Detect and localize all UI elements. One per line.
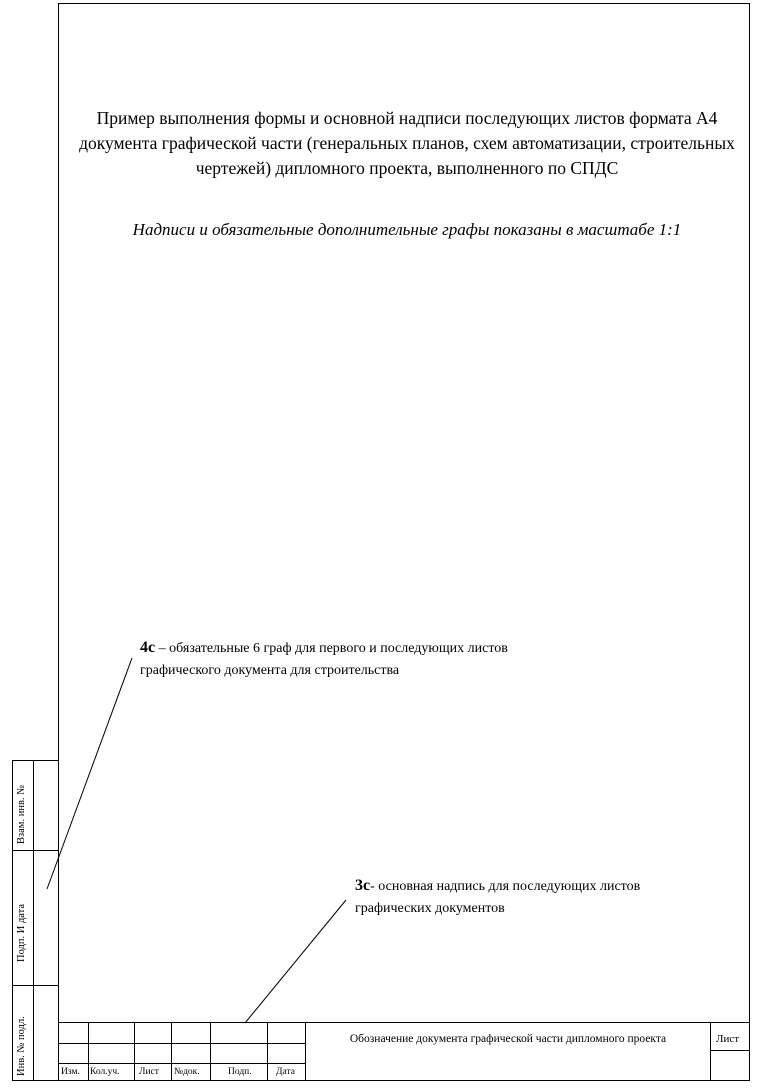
stamp-sheet-label: Лист [716, 1033, 740, 1045]
leader-line-3c [245, 900, 346, 1023]
stamp-header-kol-uch: Кол.уч. [90, 1067, 120, 1077]
stamp-header-izm: Изм. [61, 1067, 80, 1077]
stamp-header-data: Дата [276, 1067, 295, 1077]
annotation-3c-label: 3с [355, 877, 371, 894]
stamp-header-list: Лист [139, 1067, 159, 1077]
annotation-4c [140, 637, 530, 682]
side-label-inv-podl: Инв. № подл. [16, 1016, 27, 1076]
page-title: Пример выполнения формы и основной надписи последующих листов формата А4 документа графической части (генеральных планов, схем автоматизации, строительных чертежей) дипломного проекта, выполненного по СПДС [79, 108, 735, 178]
side-label-vzam-inv: Взам. инв. № [16, 784, 27, 844]
side-label-podp-data: Подп. И дата [16, 903, 27, 962]
annotation-4c-text: – обязательные 6 граф для первого и последующих листов графического документа для строительства [140, 641, 508, 678]
annotation-4c-label: 4с [140, 639, 156, 656]
stamp-header-podp: Подп. [228, 1067, 252, 1077]
annotation-3c [355, 875, 675, 920]
annotation-3c-text: - основная надпись для последующих листов графических документов [355, 879, 641, 916]
page-subtitle: Надписи и обязательные дополнительные графы показаны в масштабе 1:1 [132, 220, 682, 239]
stamp-header-ndok: №док. [174, 1067, 200, 1077]
leader-line-4c [47, 658, 132, 889]
stamp-document-name: Обозначение документа графической части дипломного проекта [349, 1033, 667, 1045]
